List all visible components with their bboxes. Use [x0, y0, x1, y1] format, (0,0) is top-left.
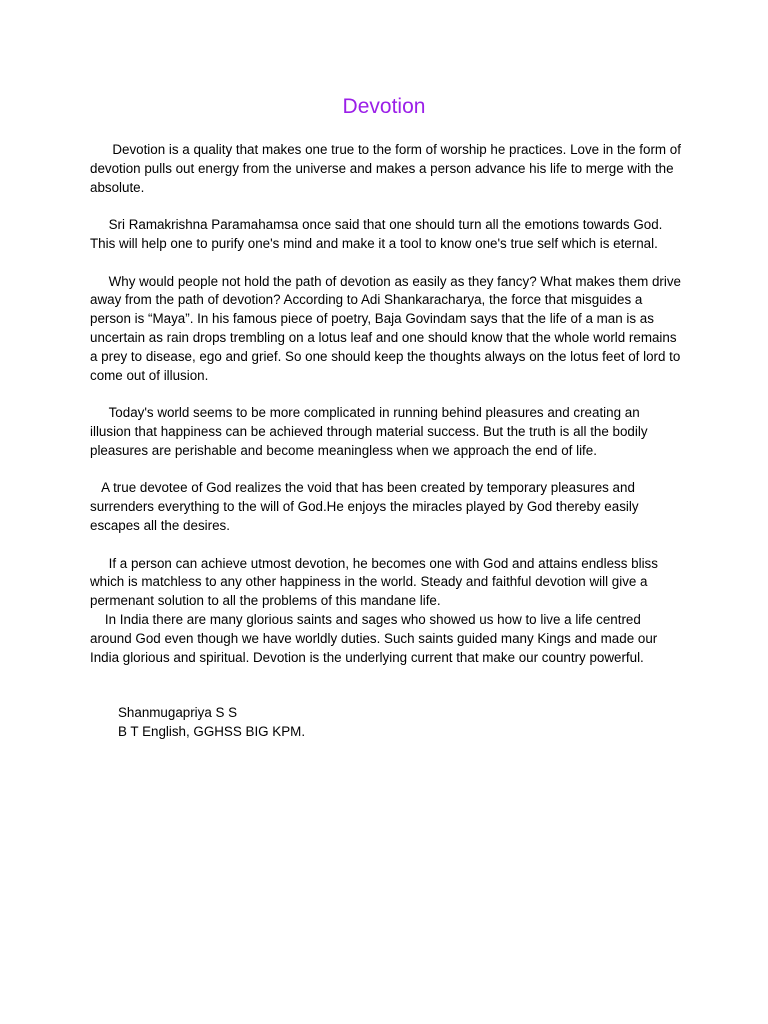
paragraph-spacer — [90, 536, 682, 555]
paragraph-spacer — [90, 254, 682, 273]
paragraph-spacer — [90, 461, 682, 480]
paragraph-spacer — [90, 385, 682, 404]
page-title: Devotion — [342, 95, 426, 118]
signature-block — [118, 704, 305, 742]
author-designation: B T English, GGHSS BIG KPM. — [118, 723, 306, 739]
paragraph-3: Why would people not hold the path of devotion as easily as they fancy? What makes them drive away from the path of devotion? According to Adi Shankaracharya, the force that misguides a person is “Maya”. In his famous piece of poetry, Baja Govindam says that the life of a man is as uncertain as rain drops trembling on a lotus leaf and one should know that the whole world remains a prey to disease, ego and grief. So one should keep the thoughts always on the lotus feet of lord to come out of illusion. — [90, 273, 685, 383]
paragraph-6: If a person can achieve utmost devotion, he becomes one with God and attains endless bliss which is matchless to any other happiness in the world. Steady and faithful devotion will give a permenant solution to all the problems of this mandane life. — [90, 555, 662, 609]
paragraph-1: Devotion is a quality that makes one true to the form of worship he practices. Love in the form of devotion pulls out energy from the universe and makes a person advance his life to merge with the absolute. — [90, 142, 685, 195]
paragraph-4: Today's world seems to be more complicated in running behind pleasures and creating an illusion that happiness can be achieved through material success. But the truth is all the bodily pleasures are perishable and become meaningless when we approach the end of life. — [90, 405, 652, 458]
paragraph-2: Sri Ramakrishna Paramahamsa once said that one should turn all the emotions towards God. This will help one to purify one's mind and make it a tool to know one's true self which is eternal. — [90, 217, 666, 251]
paragraph-spacer — [90, 197, 682, 216]
author-name: Shanmugapriya S S — [118, 705, 238, 720]
document-body — [90, 141, 685, 667]
paragraph-7: In India there are many glorious saints and sages who showed us how to live a life centred around God even though we have worldly duties. Such saints guided many Kings and made our India glorious and spiritual. Devotion is the underlying current that make our country powerful. — [90, 611, 661, 665]
paragraph-5: A true devotee of God realizes the void that has been created by temporary pleasures and surrenders everything to the will of God.He enjoys the miracles played by God thereby easily escapes all the desires. — [90, 480, 643, 533]
